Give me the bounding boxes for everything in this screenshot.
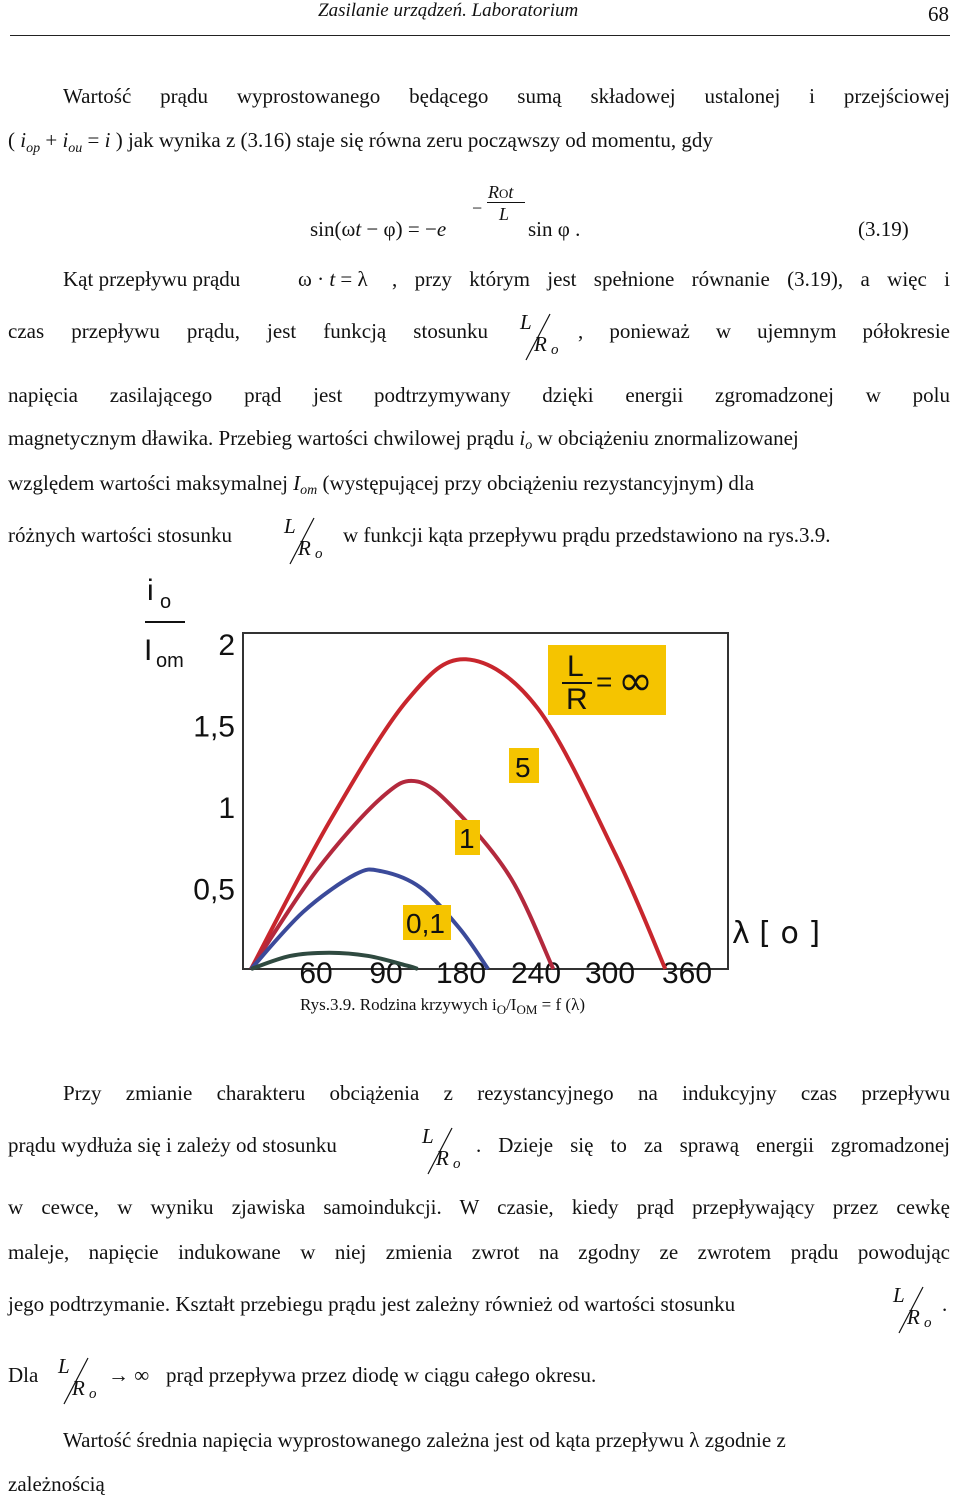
legend-l-over-r-inf [548, 645, 666, 716]
paragraph-2-line-5-end: (występującej przy obciążeniu rezystancyjnym) dla [322, 471, 755, 495]
paragraph-3-line-2-end: . Dzieje się to za sprawą energii zgromadzonej [476, 1133, 950, 1157]
paragraph-2-line-2-start: czas przepływu prądu, jest funkcją stosunku [8, 319, 488, 343]
paragraph-2-line-6-end: w funkcji kąta przepływu prądu przedstawiono na rys.3.9. [343, 523, 831, 547]
current-sum-formula: ( $i_{op} + i_{ou} = i$ [8, 128, 111, 156]
legend-inf-val: ∞ [618, 656, 653, 705]
paragraph-5-line-2: zależnością [8, 1472, 105, 1496]
series-line-2 [251, 869, 488, 969]
paragraph-3-line-4: maleje, napięcie indukowane w niej zmienia zwrot na zgodny ze zwrotem prądu powodując [8, 1240, 950, 1264]
paragraph-2-line-4-text: magnetycznym dławika. Przebieg wartości chwilowej prądu [8, 426, 515, 450]
x-tick-label: 300 [584, 957, 636, 990]
x-tick-label: 90 [369, 957, 403, 990]
paragraph-3-line-5-end: . [942, 1292, 948, 1316]
svg-text:5: 5 [515, 752, 531, 783]
equation-number: (3.19) [858, 217, 909, 241]
legend-0-1 [403, 905, 451, 940]
legend-inf-eq: = [596, 666, 613, 697]
paragraph-3-line-5: jego podtrzymanie. Kształt przebiegu prądu jest zależny również od wartości stosunku [8, 1292, 736, 1316]
equation-3-19: sin(ωt − φ) = −e − ROt L sin φ . [310, 182, 581, 241]
legend-inf-r: R [566, 683, 588, 716]
current-curves-chart [130, 575, 830, 990]
paragraph-3-line-2-start: prądu wydłuża się i zależy od stosunku [8, 1133, 337, 1157]
y-tick-label: 2 [218, 629, 235, 662]
paragraph-2-line-5-start: względem wartości maksymalnej [8, 471, 288, 495]
paragraph-2-line-6-start: różnych wartości stosunku [8, 523, 232, 547]
x-axis-label [732, 916, 820, 951]
svg-text:1: 1 [459, 823, 475, 854]
x-tick-label: 180 [435, 957, 487, 990]
paragraph-2-line-4: magnetycznym dławika. Przebieg wartości chwilowej prądu io w obciążeniu znormalizowanej [8, 426, 799, 453]
paragraph-2-line-1-end: , przy którym jest spełnione równanie (3.19), a więc i [392, 267, 950, 291]
arrow-infinity: → ∞ [108, 1363, 150, 1387]
paragraph-2-line-1-start: Kąt przepływu prądu [63, 267, 241, 291]
paragraph-5-line-1: Wartość średnia napięcia wyprostowanego zależna jest od kąta przepływu λ zgodnie z [63, 1428, 786, 1452]
paragraph-1-line-1: Wartość prądu wyprostowanego będącego sumą składowej ustalonej i przejściowej [63, 84, 950, 108]
omega-t-lambda-formula: ω · t = λ [298, 267, 368, 291]
legend-inf-l: L [567, 650, 584, 683]
x-axis-label-text: λ [ o ] [732, 916, 821, 951]
series-line-1 [251, 781, 553, 969]
legend-1 [455, 820, 480, 855]
header-rule [10, 35, 950, 36]
caption-start: Rys.3.9. Rodzina krzywych i [300, 995, 497, 1014]
x-tick-label: 360 [661, 957, 713, 990]
x-tick-label: 60 [299, 957, 333, 990]
paragraph-3-line-1: Przy zmianie charakteru obciążenia z rezystancyjnego na indukcyjny czas przepływu [63, 1081, 950, 1105]
paragraph-3-line-3: w cewce, w wyniku zjawiska samoindukcji. W czasie, kiedy prąd przepływający przez cewkę [8, 1195, 950, 1219]
legend-5 [509, 748, 539, 783]
y-tick-label: 1 [218, 792, 235, 825]
y-axis-label-io: i [147, 575, 154, 607]
paragraph-2-line-5: względem wartości maksymalnej Iom (występującej przy obciążeniu rezystancyjnym) dla [8, 471, 755, 498]
caption-mid: /I [506, 995, 517, 1014]
equation-sine-term: sin φ . [528, 217, 581, 241]
page-number: 68 [928, 2, 949, 26]
y-tick-label: 0,5 [193, 873, 235, 907]
figure-caption: Rys.3.9. Rodzina krzywych $i_O/I_{OM} = f$ (λ) [300, 995, 585, 1017]
svg-text:0,1: 0,1 [406, 908, 445, 939]
equation-left-side: sin(ωt − φ) = −e [310, 217, 447, 241]
paragraph-4-end: prąd przepływa przez diodę w ciągu całego okresu. [166, 1363, 597, 1387]
caption-end: = f (λ) [537, 995, 585, 1014]
paragraph-2-line-3: napięcia zasilającego prąd jest podtrzymywany dzięki energii zgromadzonej w polu [8, 383, 950, 407]
paragraph-4-start: Dla [8, 1363, 39, 1387]
paragraph-1-line-2-text: ) jak wynika z (3.16) staje się równa zeru począwszy od momentu, gdy [115, 128, 713, 152]
y-axis-label-iom-sub: om [156, 650, 184, 672]
paragraph-2-line-2-end: , ponieważ w ujemnym półokresie [578, 319, 950, 343]
paragraph-2-line-4-end: w obciążeniu znormalizowanej [537, 426, 799, 450]
y-axis-label-io-sub: o [160, 591, 172, 613]
y-axis-label-iom: I [144, 634, 153, 667]
x-tick-label: 240 [510, 957, 562, 990]
paragraph-1-line-2 [8, 127, 713, 162]
running-header-title: Zasilanie urządzeń. Laboratorium [318, 0, 579, 21]
y-tick-label: 1,5 [193, 710, 235, 744]
